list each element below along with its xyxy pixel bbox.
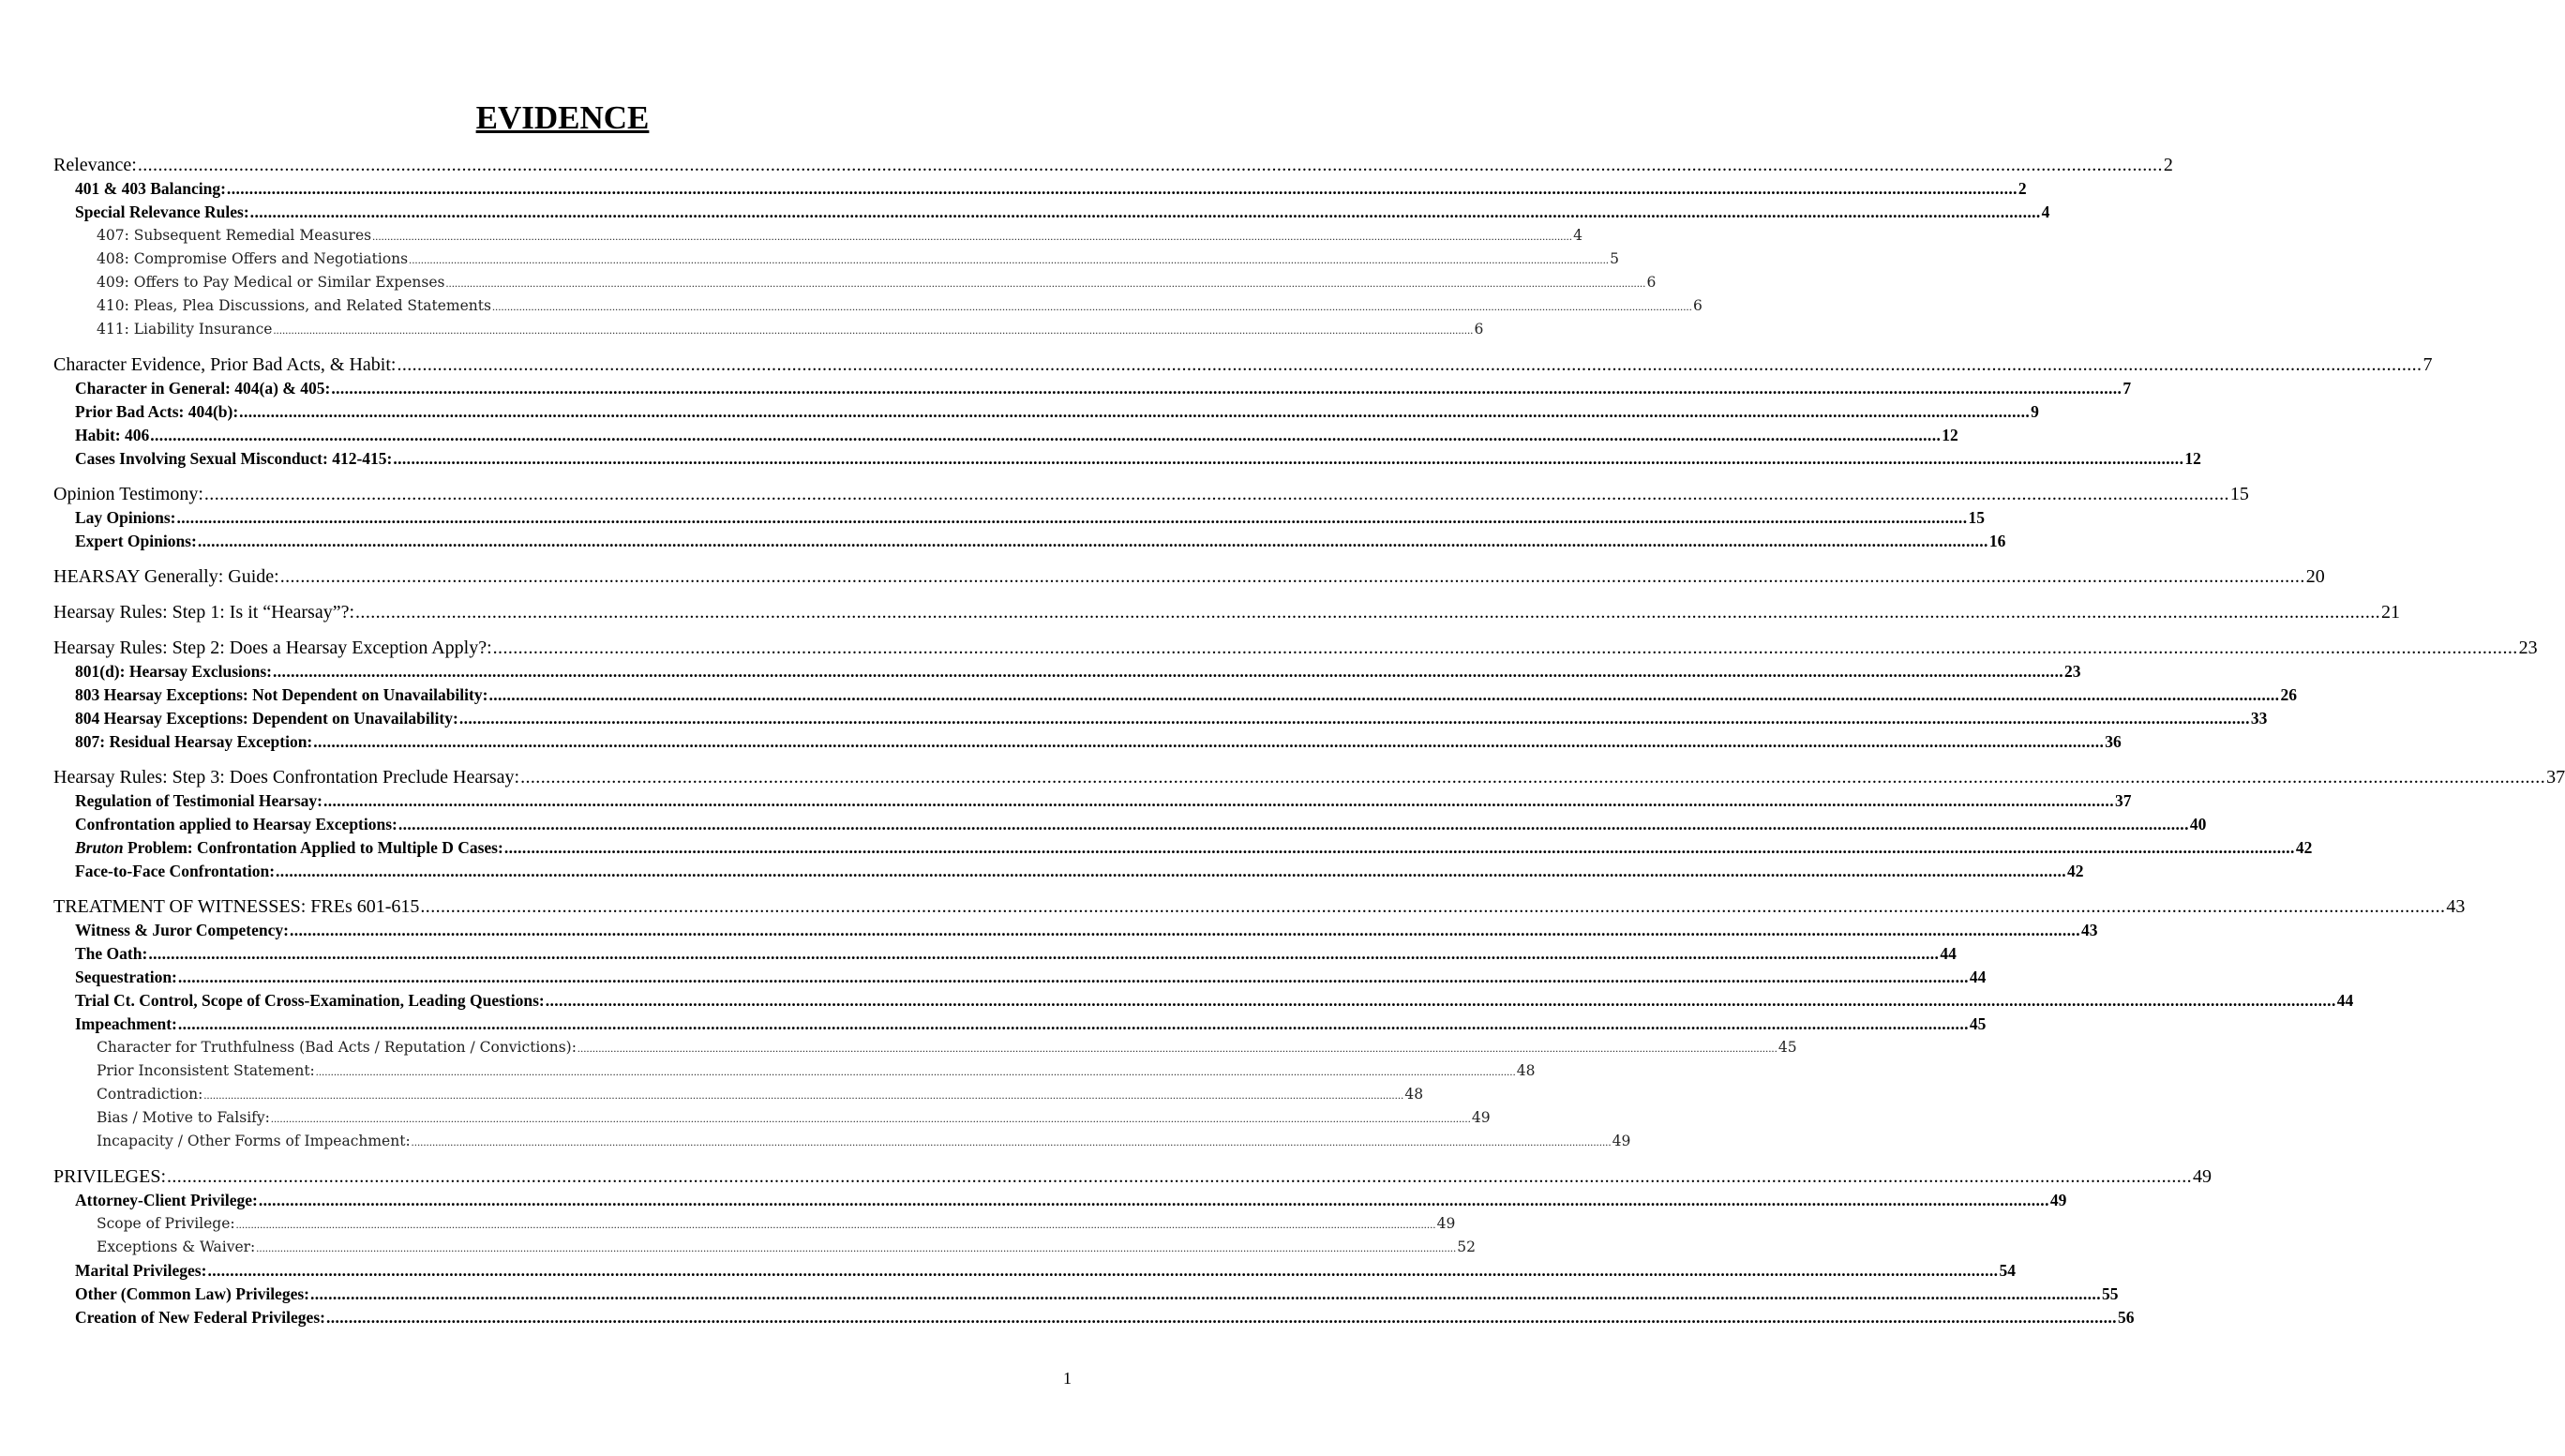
toc-entry-label: Cases Involving Sexual Misconduct: 412-415: (75, 449, 393, 468)
toc-entry-page: 7 (2122, 379, 2132, 398)
toc-entry-label: Impeachment: (75, 1014, 177, 1033)
toc-leader-dots: ................................................................................................................................................................................................................................................................................................................................................................................................................ (420, 896, 2446, 917)
toc-entry-label: Marital Privileges: (75, 1261, 207, 1280)
toc-entry-label: Confrontation applied to Hearsay Exceptions: (75, 815, 398, 833)
toc-entry-page: 42 (2067, 862, 2084, 880)
toc-entry-page: 36 (2105, 732, 2122, 751)
toc-entry-page: 49 (1436, 1215, 1456, 1232)
toc-entry[interactable] (53, 224, 1582, 248)
toc-leader-dots: ................................................................................................................................................................................................................................................................................................................................................................................................................ (207, 1261, 1999, 1280)
toc-entry-label: HEARSAY Generally: Guide: (53, 566, 279, 587)
toc-entry-label: 411: Liability Insurance (97, 321, 273, 338)
toc-entry[interactable] (53, 601, 2401, 624)
toc-leader-dots: ................................................................................................................................................................................................................................................................................................................................................................................................................ (270, 1112, 1471, 1125)
toc-entry-label-text: Problem: Confrontation Applied to Multiple D Cases: (123, 838, 503, 857)
toc-entry-page: 21 (2381, 602, 2401, 623)
toc-entry-label: 803 Hearsay Exceptions: Not Dependent on Unavailability: (75, 685, 488, 704)
toc-entry-label: PRIVILEGES: (53, 1166, 166, 1187)
toc-entry-page: 37 (2546, 767, 2565, 788)
toc-leader-dots: ................................................................................................................................................................................................................................................................................................................................................................................................................ (409, 253, 1610, 266)
toc-entry-label: Trial Ct. Control, Scope of Cross-Examination, Leading Questions: (75, 991, 545, 1010)
toc-entry[interactable] (53, 989, 2354, 1013)
toc-entry-label: Lay Opinions: (75, 508, 176, 527)
toc-leader-dots: ................................................................................................................................................................................................................................................................................................................................................................................................................ (276, 862, 2067, 880)
toc-entry-label: Special Relevance Rules: (75, 203, 249, 221)
toc-leader-dots: ................................................................................................................................................................................................................................................................................................................................................................................................................ (273, 323, 1474, 337)
toc-leader-dots: ................................................................................................................................................................................................................................................................................................................................................................................................................ (256, 1241, 1457, 1254)
toc-entry[interactable] (53, 201, 2050, 224)
toc-entry[interactable] (53, 942, 1957, 966)
toc-entry[interactable] (53, 966, 1987, 989)
toc-entry-page: 15 (2229, 484, 2249, 504)
toc-entry[interactable] (53, 919, 2098, 942)
toc-entry-label: Creation of New Federal Privileges: (75, 1308, 325, 1327)
toc-leader-dots: ................................................................................................................................................................................................................................................................................................................................................................................................................ (503, 838, 2295, 857)
toc-leader-dots: ................................................................................................................................................................................................................................................................................................................................................................................................................ (309, 1284, 2101, 1303)
toc-leader-dots: ................................................................................................................................................................................................................................................................................................................................................................................................................ (322, 791, 2114, 810)
toc-entry[interactable] (53, 483, 2249, 506)
toc-entry[interactable] (53, 565, 2325, 589)
toc-entry-page: 6 (1692, 297, 1702, 314)
toc-entry-label: Prior Bad Acts: 404(b): (75, 402, 239, 421)
toc-entry-page: 40 (2189, 815, 2207, 833)
toc-leader-dots: ................................................................................................................................................................................................................................................................................................................................................................................................................ (258, 1191, 2049, 1209)
toc-entry[interactable] (53, 1083, 1424, 1106)
toc-entry-label: 407: Subsequent Remedial Measures (97, 227, 372, 244)
toc-entry-page: 2 (2018, 179, 2027, 198)
toc-entry-page: 23 (2518, 638, 2538, 658)
toc-entry-label: 408: Compromise Offers and Negotiations (97, 250, 409, 267)
toc-entry[interactable] (53, 1283, 2119, 1306)
toc-entry-label: 804 Hearsay Exceptions: Dependent on Unavailability: (75, 709, 458, 728)
toc-entry[interactable] (53, 1165, 2212, 1189)
toc-leader-dots: ................................................................................................................................................................................................................................................................................................................................................................................................................ (492, 638, 2518, 658)
toc-leader-dots: ................................................................................................................................................................................................................................................................................................................................................................................................................ (520, 767, 2546, 788)
toc-entry-label: Hearsay Rules: Step 2: Does a Hearsay Exception Apply?: (53, 638, 492, 658)
page-title: EVIDENCE (475, 99, 650, 136)
toc-entry[interactable] (53, 1306, 2135, 1329)
toc-leader-dots: ................................................................................................................................................................................................................................................................................................................................................................................................................ (235, 1218, 1436, 1231)
toc-entry[interactable] (53, 1259, 2016, 1283)
toc-entry-label: Hearsay Rules: Step 3: Does Confrontation Preclude Hearsay: (53, 767, 520, 788)
toc-entry-page: 49 (1471, 1109, 1491, 1126)
toc-entry-page: 43 (2080, 921, 2098, 939)
page-number: 1 (1063, 1369, 1072, 1388)
toc-entry-page: 49 (1612, 1133, 1631, 1149)
toc-entry[interactable] (53, 1106, 1491, 1130)
toc-entry-page: 15 (1968, 508, 1985, 527)
toc-leader-dots: ................................................................................................................................................................................................................................................................................................................................................................................................................ (197, 532, 1988, 550)
toc-leader-dots: ................................................................................................................................................................................................................................................................................................................................................................................................................ (458, 709, 2250, 728)
toc-entry-label: Face-to-Face Confrontation: (75, 862, 276, 880)
toc-entry[interactable] (53, 730, 2122, 754)
toc-entry[interactable] (53, 660, 2081, 683)
toc-entry-label: TREATMENT OF WITNESSES: FREs 601-615 (53, 896, 420, 917)
toc-entry[interactable] (53, 377, 2132, 400)
toc-leader-dots: ................................................................................................................................................................................................................................................................................................................................................................................................................ (398, 815, 2189, 833)
toc-entry-page: 56 (2117, 1308, 2135, 1327)
toc-entry-page: 54 (1999, 1261, 2016, 1280)
toc-entry[interactable] (53, 447, 2201, 471)
toc-entry[interactable] (53, 836, 2313, 860)
toc-entry-label (75, 836, 503, 860)
toc-leader-dots: ................................................................................................................................................................................................................................................................................................................................................................................................................ (491, 300, 1692, 313)
toc-entry-page: 2 (2163, 155, 2173, 175)
toc-entry[interactable] (53, 1236, 1477, 1259)
toc-entry-label: Prior Inconsistent Statement: (97, 1062, 315, 1079)
toc-leader-dots: ................................................................................................................................................................................................................................................................................................................................................................................................................ (137, 155, 2163, 175)
toc-leader-dots: ................................................................................................................................................................................................................................................................................................................................................................................................................ (325, 1308, 2117, 1327)
toc-entry-label: 801(d): Hearsay Exclusions: (75, 662, 272, 681)
toc-leader-dots: ................................................................................................................................................................................................................................................................................................................................................................................................................ (239, 402, 2031, 421)
toc-entry-page: 44 (1940, 944, 1957, 963)
toc-entry-page: 23 (2064, 662, 2081, 681)
toc-entry[interactable] (53, 683, 2297, 707)
toc-entry-label: Witness & Juror Competency: (75, 921, 289, 939)
toc-entry[interactable] (53, 248, 1619, 271)
table-of-contents (53, 154, 2565, 1329)
toc-entry-page: 16 (1988, 532, 2006, 550)
toc-entry[interactable] (53, 1013, 1987, 1036)
toc-entry[interactable] (53, 860, 2084, 883)
toc-leader-dots: ................................................................................................................................................................................................................................................................................................................................................................................................................ (372, 230, 1573, 243)
toc-entry-page: 48 (1404, 1086, 1424, 1103)
toc-entry-page: 45 (1969, 1014, 1987, 1033)
toc-leader-dots: ................................................................................................................................................................................................................................................................................................................................................................................................................ (167, 1166, 2192, 1187)
toc-entry[interactable] (53, 154, 2173, 177)
toc-entry-label: Character for Truthfulness (Bad Acts / Reputation / Convictions): (97, 1039, 577, 1056)
toc-entry-page: 4 (1573, 227, 1582, 244)
toc-entry-page: 12 (2184, 449, 2201, 468)
toc-entry-label: Relevance: (53, 155, 137, 175)
toc-entry[interactable] (53, 1189, 2067, 1212)
toc-entry-page: 7 (2422, 354, 2433, 375)
toc-entry-label: Character in General: 404(a) & 405: (75, 379, 331, 398)
toc-leader-dots: ................................................................................................................................................................................................................................................................................................................................................................................................................ (177, 1014, 1969, 1033)
toc-entry-page: 4 (2041, 203, 2050, 221)
toc-entry-label: Regulation of Testimonial Hearsay: (75, 791, 322, 810)
toc-entry-label: Attorney-Client Privilege: (75, 1191, 258, 1209)
toc-entry[interactable] (53, 1130, 1631, 1153)
toc-entry-label-italic: Bruton (75, 838, 124, 857)
toc-entry-page: 43 (2446, 896, 2466, 917)
toc-entry[interactable] (53, 637, 2538, 660)
toc-entry[interactable] (53, 789, 2132, 813)
toc-leader-dots: ................................................................................................................................................................................................................................................................................................................................................................................................................ (545, 991, 2336, 1010)
toc-entry[interactable] (53, 506, 1985, 530)
toc-leader-dots: ................................................................................................................................................................................................................................................................................................................................................................................................................ (289, 921, 2080, 939)
toc-entry-label: 410: Pleas, Plea Discussions, and Related Statements (97, 297, 491, 314)
toc-entry-page: 49 (2049, 1191, 2067, 1209)
toc-entry-label: Expert Opinions: (75, 532, 197, 550)
toc-leader-dots: ................................................................................................................................................................................................................................................................................................................................................................................................................ (148, 944, 1940, 963)
toc-entry-label: 401 & 403 Balancing: (75, 179, 226, 198)
toc-entry[interactable] (53, 294, 1702, 318)
toc-leader-dots: ................................................................................................................................................................................................................................................................................................................................................................................................................ (273, 662, 2063, 681)
toc-entry[interactable] (53, 707, 2268, 730)
toc-leader-dots: ................................................................................................................................................................................................................................................................................................................................................................................................................ (176, 508, 1968, 527)
toc-entry-label: Habit: 406 (75, 426, 150, 444)
toc-entry-label: Sequestration: (75, 968, 177, 986)
toc-entry-page: 44 (1969, 968, 1987, 986)
toc-entry[interactable] (53, 766, 2565, 789)
toc-entry[interactable] (53, 1059, 1536, 1083)
toc-entry-label: Character Evidence, Prior Bad Acts, & Habit: (53, 354, 397, 375)
toc-entry[interactable] (53, 271, 1657, 294)
toc-leader-dots: ................................................................................................................................................................................................................................................................................................................................................................................................................ (203, 1088, 1404, 1102)
toc-entry[interactable] (53, 400, 2039, 424)
toc-entry-page: 49 (2193, 1166, 2212, 1187)
toc-entry-label: Hearsay Rules: Step 1: Is it “Hearsay”?: (53, 602, 355, 623)
toc-entry[interactable] (53, 353, 2433, 377)
toc-entry-page: 37 (2114, 791, 2132, 810)
toc-leader-dots: ................................................................................................................................................................................................................................................................................................................................................................................................................ (249, 203, 2041, 221)
toc-leader-dots: ................................................................................................................................................................................................................................................................................................................................................................................................................ (397, 354, 2422, 375)
toc-leader-dots: ................................................................................................................................................................................................................................................................................................................................................................................................................ (150, 426, 1942, 444)
toc-entry[interactable] (53, 424, 1958, 447)
toc-entry-label: Bias / Motive to Falsify: (97, 1109, 270, 1126)
toc-leader-dots: ................................................................................................................................................................................................................................................................................................................................................................................................................ (355, 602, 2381, 623)
toc-entry[interactable] (53, 530, 2006, 553)
toc-entry-label: Contradiction: (97, 1086, 203, 1103)
toc-entry-label: 409: Offers to Pay Medical or Similar Expenses (97, 274, 445, 291)
toc-entry-page: 42 (2295, 838, 2313, 857)
toc-entry-page: 5 (1610, 250, 1619, 267)
toc-leader-dots: ................................................................................................................................................................................................................................................................................................................................................................................................................ (177, 968, 1969, 986)
toc-entry-label: Exceptions & Waiver: (97, 1238, 256, 1255)
toc-entry-label: Incapacity / Other Forms of Impeachment: (97, 1133, 411, 1149)
toc-entry-page: 6 (1474, 321, 1484, 338)
toc-entry-page: 12 (1942, 426, 1958, 444)
toc-leader-dots: ................................................................................................................................................................................................................................................................................................................................................................................................................ (331, 379, 2122, 398)
toc-entry-page: 45 (1778, 1039, 1797, 1056)
toc-entry-label: Opinion Testimony: (53, 484, 203, 504)
toc-entry-label: Other (Common Law) Privileges: (75, 1284, 309, 1303)
toc-entry-page: 52 (1457, 1238, 1477, 1255)
toc-entry-page: 44 (2336, 991, 2354, 1010)
toc-leader-dots: ................................................................................................................................................................................................................................................................................................................................................................................................................ (577, 1042, 1778, 1055)
toc-entry-page: 26 (2280, 685, 2297, 704)
toc-leader-dots: ................................................................................................................................................................................................................................................................................................................................................................................................................ (203, 484, 2229, 504)
toc-entry-label: 807: Residual Hearsay Exception: (75, 732, 313, 751)
toc-entry[interactable] (53, 1212, 1456, 1236)
toc-entry[interactable] (53, 1036, 1797, 1059)
toc-entry-page: 6 (1646, 274, 1657, 291)
toc-entry-page: 9 (2031, 402, 2039, 421)
toc-leader-dots: ................................................................................................................................................................................................................................................................................................................................................................................................................ (393, 449, 2184, 468)
toc-leader-dots: ................................................................................................................................................................................................................................................................................................................................................................................................................ (488, 685, 2280, 704)
toc-entry-page: 48 (1516, 1062, 1536, 1079)
toc-entry[interactable] (53, 177, 2027, 201)
toc-leader-dots: ................................................................................................................................................................................................................................................................................................................................................................................................................ (411, 1135, 1612, 1148)
toc-leader-dots: ................................................................................................................................................................................................................................................................................................................................................................................................................ (279, 566, 2305, 587)
toc-leader-dots: ................................................................................................................................................................................................................................................................................................................................................................................................................ (226, 179, 2018, 198)
toc-entry-label: The Oath: (75, 944, 148, 963)
toc-leader-dots: ................................................................................................................................................................................................................................................................................................................................................................................................................ (315, 1065, 1516, 1078)
toc-entry[interactable] (53, 813, 2207, 836)
toc-entry[interactable] (53, 318, 1484, 341)
toc-entry-label: Scope of Privilege: (97, 1215, 235, 1232)
toc-leader-dots: ................................................................................................................................................................................................................................................................................................................................................................................................................ (313, 732, 2105, 751)
toc-leader-dots: ................................................................................................................................................................................................................................................................................................................................................................................................................ (445, 277, 1646, 290)
toc-entry-page: 55 (2101, 1284, 2119, 1303)
toc-entry-page: 20 (2305, 566, 2325, 587)
toc-entry-page: 33 (2250, 709, 2268, 728)
toc-entry[interactable] (53, 895, 2466, 919)
